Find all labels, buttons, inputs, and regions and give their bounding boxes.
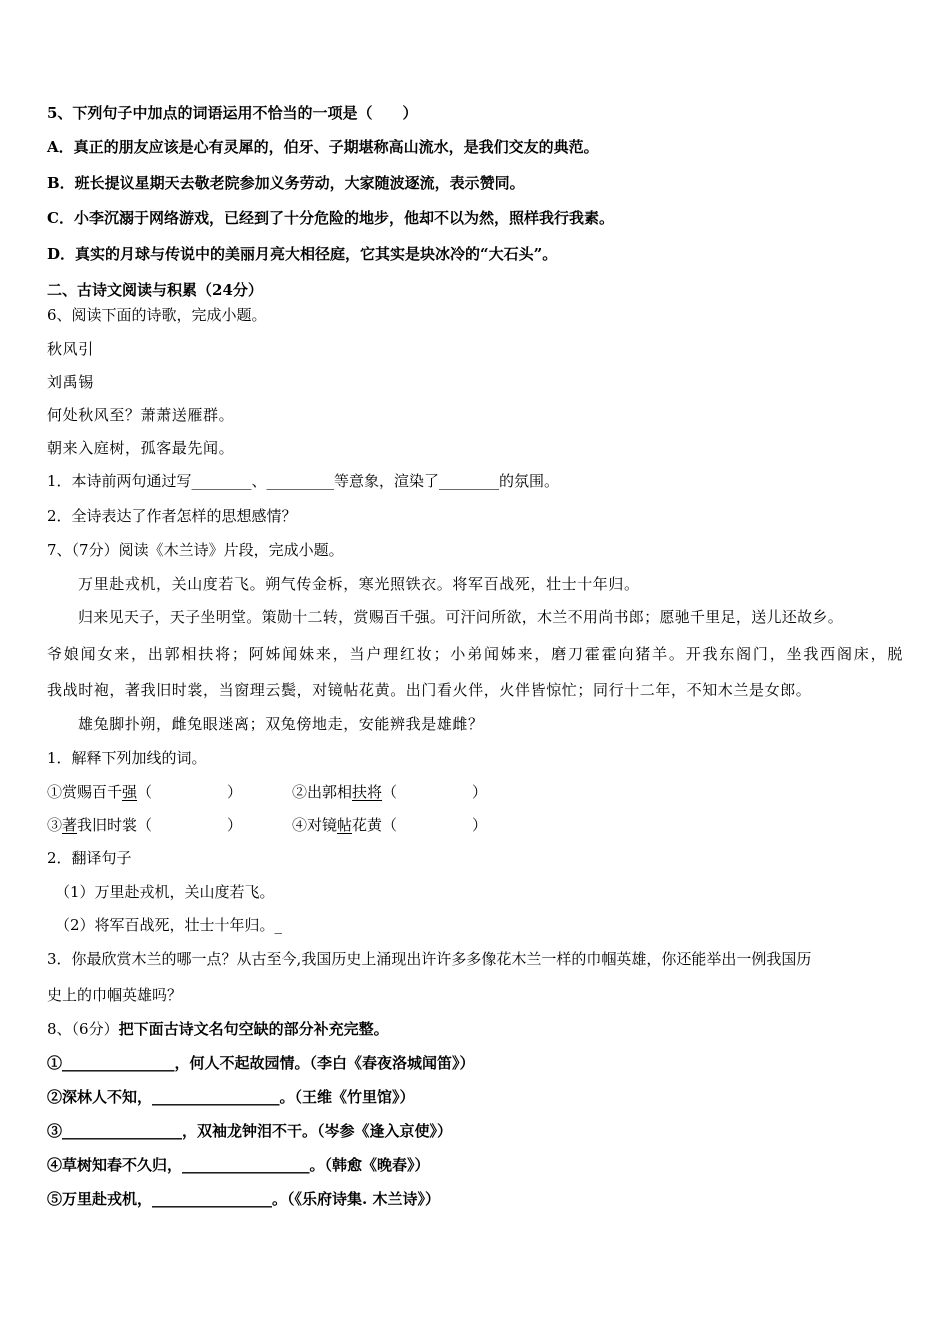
q7-word-3-underlined: 著 <box>62 816 78 834</box>
q7-word-2-post: （ ） <box>382 783 488 801</box>
q7-passage-para1: 万里赴戎机，关山度若飞。朔气传金柝，寒光照铁衣。将军百战死，壮士十年归。 <box>78 575 640 593</box>
q7-word-3 <box>47 815 242 835</box>
q6-sub1: 1．本诗前两句通过写________、_________等意象，渲染了________的氛围。 <box>47 472 560 490</box>
section2-title: 二、古诗文阅读与积累（24分） <box>47 281 263 299</box>
q8-item-4: ④草树知春不久归，_________________。（韩愈《晚春》） <box>47 1156 430 1174</box>
q7-sub3-line2: 史上的巾帼英雄吗？ <box>47 986 183 1004</box>
q7-word-4 <box>292 815 487 835</box>
q7-sub2: 2．翻译句子 <box>47 849 132 867</box>
q7-word-2 <box>292 782 487 802</box>
q6-stem: 6、阅读下面的诗歌，完成小题。 <box>47 306 267 324</box>
q5-option-c: C．小李沉溺于网络游戏，已经到了十分危险的地步，他却不以为然，照样我行我素。 <box>47 209 614 227</box>
q7-translate-1: （1）万里赴戎机，关山度若飞。 <box>55 883 275 901</box>
q7-word-4-post: 花黄（ ） <box>352 816 488 834</box>
q7-sub1: 1．解释下列加线的词。 <box>47 749 207 767</box>
q5-stem: 5、下列句子中加点的词语运用不恰当的一项是（ ） <box>47 104 418 122</box>
q7-word-4-underlined: 帖 <box>337 816 353 834</box>
q7-word-1-post: （ ） <box>137 783 243 801</box>
q5-option-a: A．真正的朋友应该是心有灵犀的，伯牙、子期堪称高山流水，是我们交友的典范。 <box>47 138 599 156</box>
q7-passage-para3: 雄兔脚扑朔，雌兔眼迷离；双兔傍地走，安能辨我是雄雌？ <box>78 715 484 733</box>
q7-sub3-line1: 3．你最欣赏木兰的哪一点？从古至今,我国历史上涌现出许许多多像花木兰一样的巾帼英雄，你还能举出一例我国历 <box>47 950 812 968</box>
q8-item-2: ②深林人不知，_________________。（王维《竹里馆》） <box>47 1088 415 1106</box>
q8-stem-instruction: 把下面古诗文名句空缺的部分补充完整。 <box>118 1020 389 1038</box>
q7-stem: 7、（7分）阅读《木兰诗》片段，完成小题。 <box>47 541 344 559</box>
q7-word-1-pre: ①赏赐百千 <box>47 783 123 801</box>
q7-word-1-underlined: 强 <box>122 783 138 801</box>
q7-passage-para2-line1: 归来见天子，天子坐明堂。策勋十二转，赏赐百千强。可汗问所欲，木兰不用尚书郎；愿驰千里足，送儿还故乡。 <box>78 608 844 626</box>
q6-poem-author: 刘禹锡 <box>47 373 94 391</box>
q6-poem-line-1: 何处秋风至？萧萧送雁群。 <box>47 406 235 424</box>
q7-word-1 <box>47 782 242 802</box>
q7-passage-para2-line2: 爷娘闻女来，出郭相扶将；阿姊闻妹来，当户理红妆；小弟闻姊来，磨刀霍霍向猪羊。开我东阁门，坐我西阁床，脱 <box>47 645 903 663</box>
q8-item-1: ①_______________，何人不起故园情。（李白《春夜洛城闻笛》） <box>47 1054 475 1072</box>
q7-word-2-underlined: 扶将 <box>352 783 383 801</box>
q6-sub2: 2．全诗表达了作者怎样的思想感情？ <box>47 507 297 525</box>
q7-translate-2: （2）将军百战死，壮士十年归。_ <box>55 916 283 934</box>
q8-item-5: ⑤万里赴戎机，________________。（《乐府诗集. 木兰诗》） <box>47 1190 440 1208</box>
q7-word-2-pre: ②出郭相 <box>292 783 353 801</box>
q5-option-b: B．班长提议星期天去敬老院参加义务劳动，大家随波逐流，表示赞同。 <box>47 174 525 192</box>
q8-stem-prefix: 8、（6分） <box>47 1020 119 1038</box>
q6-poem-line-2: 朝来入庭树，孤客最先闻。 <box>47 439 235 457</box>
q7-word-3-post: 我旧时裳（ ） <box>77 816 243 834</box>
q6-poem-title: 秋风引 <box>47 340 94 358</box>
q5-option-d: D．真实的月球与传说中的美丽月亮大相径庭，它其实是块冰冷的“大石头”。 <box>47 245 558 263</box>
q7-word-3-pre: ③ <box>47 816 63 834</box>
q8-stem <box>47 1019 389 1039</box>
q7-passage-para2-line3: 我战时袍，著我旧时裳，当窗理云鬓，对镜帖花黄。出门看火伴，火伴皆惊忙；同行十二年，不知木兰是女郎。 <box>47 681 812 699</box>
q8-item-3: ③________________，双袖龙钟泪不干。（岑参《逢入京使》） <box>47 1122 453 1140</box>
q7-word-4-pre: ④对镜 <box>292 816 338 834</box>
